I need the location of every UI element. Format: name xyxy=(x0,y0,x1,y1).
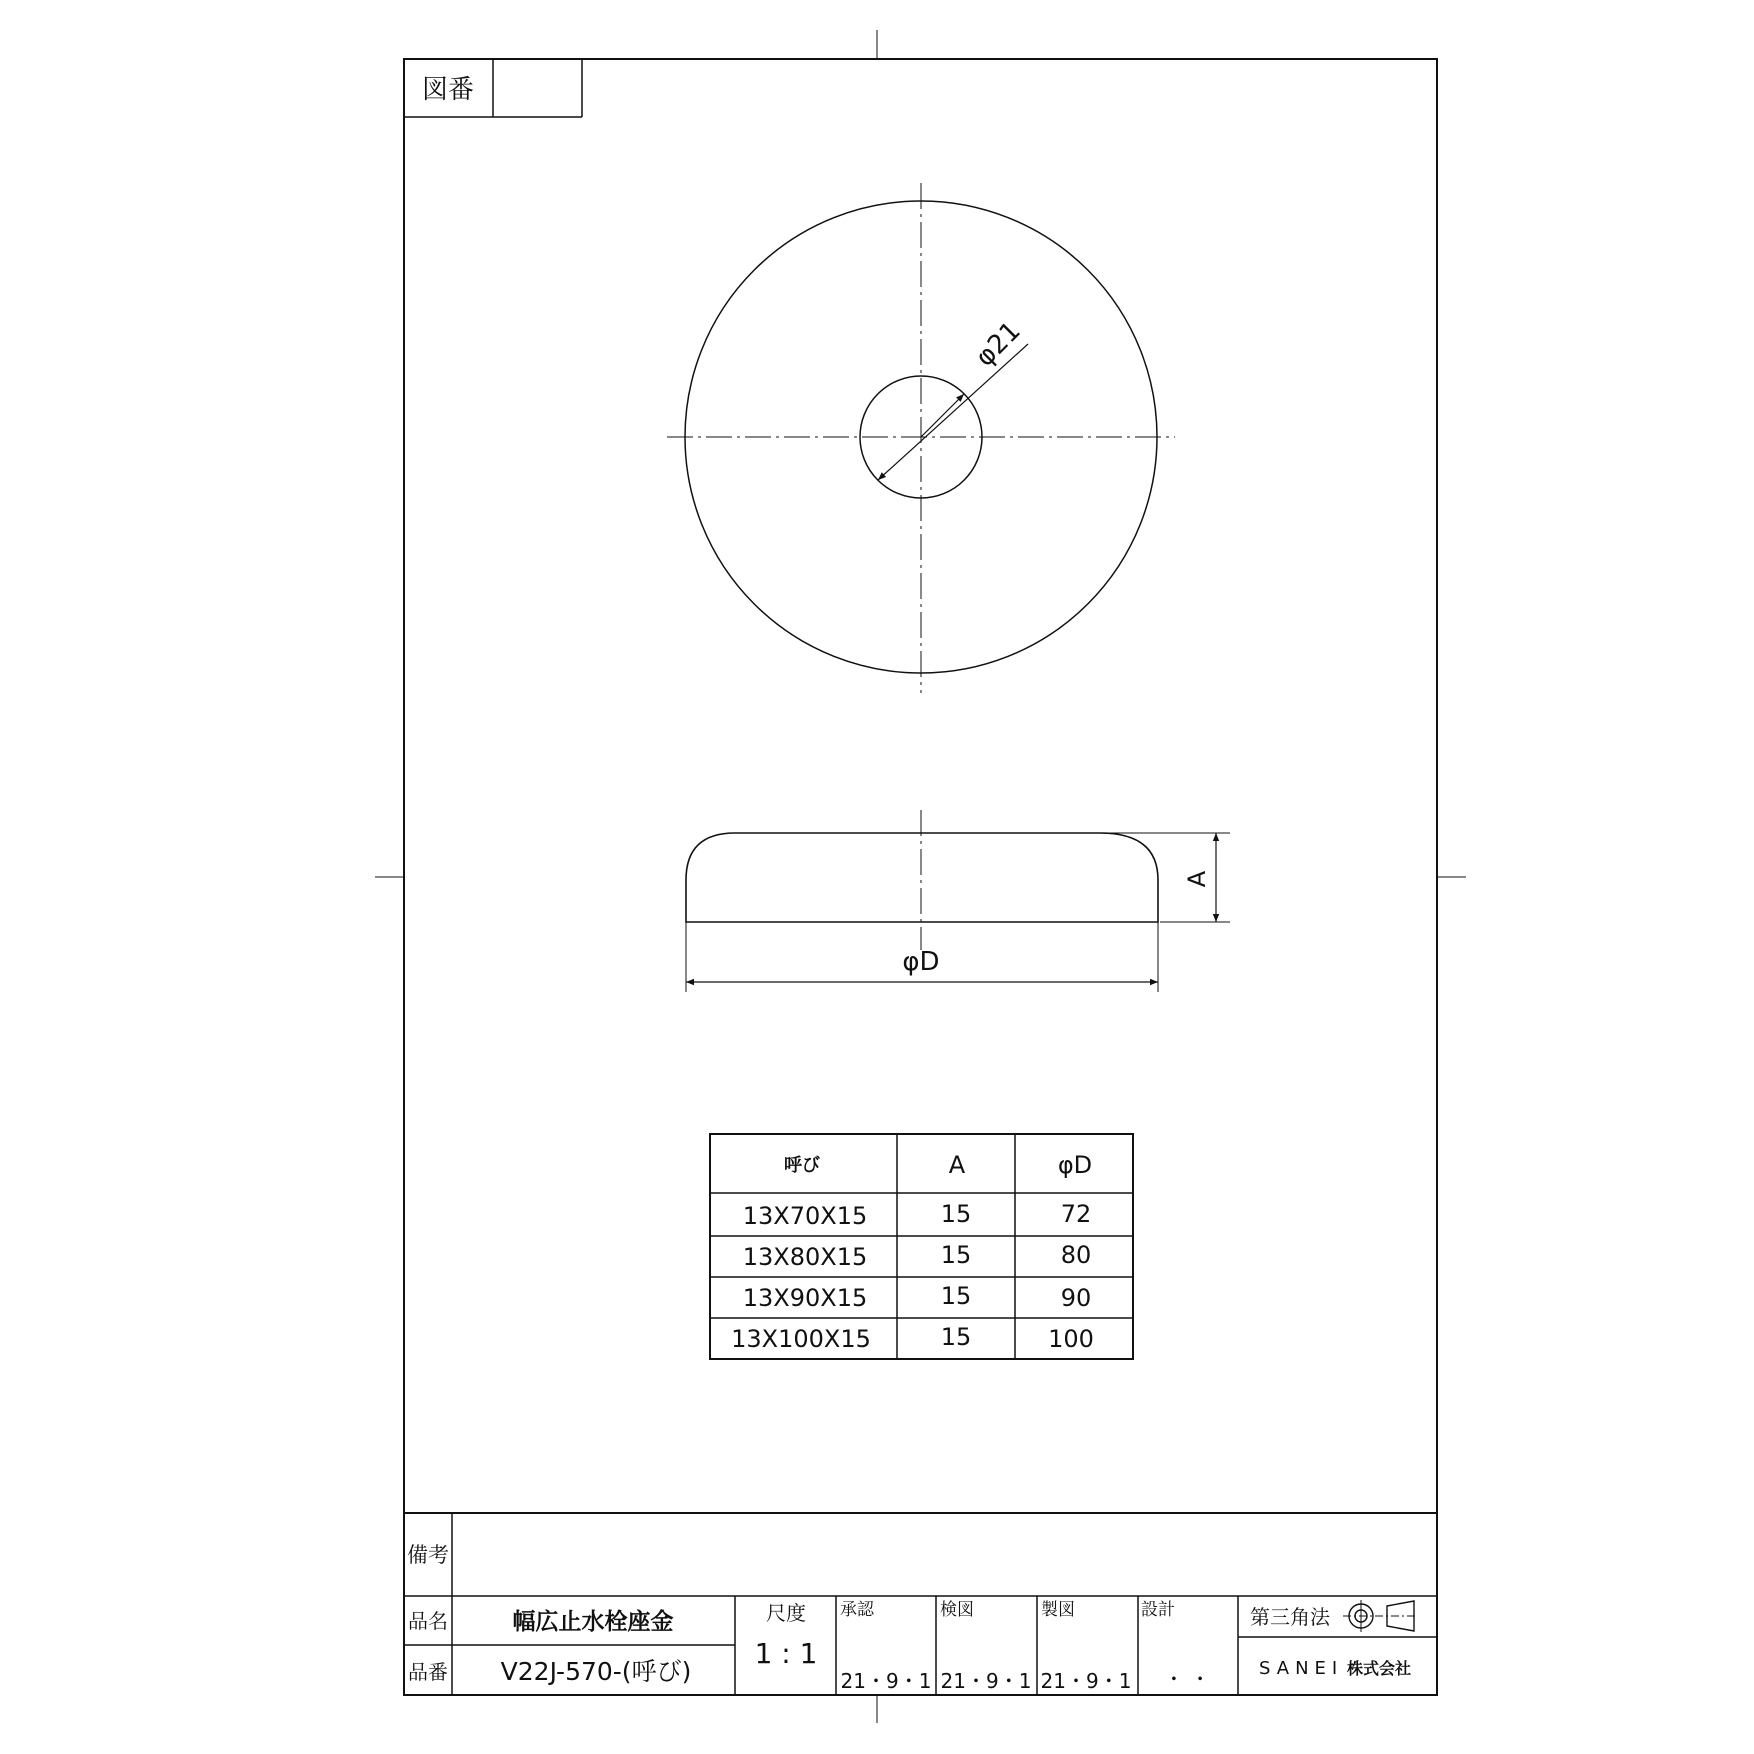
hole-dimension-leader xyxy=(878,344,1028,480)
company-name: SANEI xyxy=(1259,1658,1344,1679)
table-cell: 80 xyxy=(1060,1241,1092,1269)
scale-label: 尺度 xyxy=(766,1601,806,1625)
size-table xyxy=(710,1134,1133,1359)
table-cell: 13X90X15 xyxy=(742,1284,868,1312)
design-date: ・ ・ xyxy=(1163,1667,1211,1691)
product-name-value: 幅広止水栓座金 xyxy=(512,1609,674,1635)
drafting-date: 21・9・1 xyxy=(1040,1669,1132,1693)
product-name-label: 品名 xyxy=(408,1609,448,1633)
table-cell: 90 xyxy=(1060,1284,1092,1312)
table-cell: 15 xyxy=(940,1282,972,1310)
table-cell: 13X100X15 xyxy=(731,1325,871,1353)
table-cell: 72 xyxy=(1060,1200,1092,1228)
drafting-label: 製図 xyxy=(1041,1600,1075,1620)
third-angle-projection-icon xyxy=(1343,1600,1418,1632)
approval-date: 21・9・1 xyxy=(840,1669,932,1693)
hole-dimension-label: φ21 xyxy=(969,315,1027,373)
table-header-size: 呼び xyxy=(784,1155,820,1176)
design-label: 設計 xyxy=(1141,1600,1175,1620)
part-number-label: 品番 xyxy=(408,1660,448,1684)
scale-value: 1 : 1 xyxy=(754,1637,818,1670)
washer-profile xyxy=(686,833,1158,922)
remarks-label: 備考 xyxy=(407,1543,449,1567)
table-cell: 15 xyxy=(940,1323,972,1351)
title-block xyxy=(404,1513,1437,1695)
table-cell: 15 xyxy=(940,1200,972,1228)
table-header-d: φD xyxy=(1057,1151,1093,1179)
diameter-dimension-label: φD xyxy=(902,947,940,977)
table-cell: 13X80X15 xyxy=(742,1243,868,1271)
check-label: 検図 xyxy=(940,1600,974,1620)
hole-dimension-arrow xyxy=(921,394,964,437)
check-date: 21・9・1 xyxy=(940,1669,1032,1693)
drawing-number-label: 図番 xyxy=(421,75,475,105)
projection-label: 第三角法 xyxy=(1250,1605,1330,1629)
drawing-number-box xyxy=(404,59,582,117)
table-cell: 15 xyxy=(940,1241,972,1269)
company-suffix: 株式会社 xyxy=(1347,1659,1412,1678)
table-header-a: A xyxy=(948,1151,966,1179)
table-cell: 13X70X15 xyxy=(742,1202,868,1230)
side-view xyxy=(686,810,1230,992)
height-dimension-label: A xyxy=(1183,870,1211,888)
approval-label: 承認 xyxy=(840,1600,874,1620)
part-number-value: V22J-570-(呼び) xyxy=(500,1657,692,1686)
table-cell: 100 xyxy=(1048,1325,1094,1353)
front-view xyxy=(667,183,1175,693)
